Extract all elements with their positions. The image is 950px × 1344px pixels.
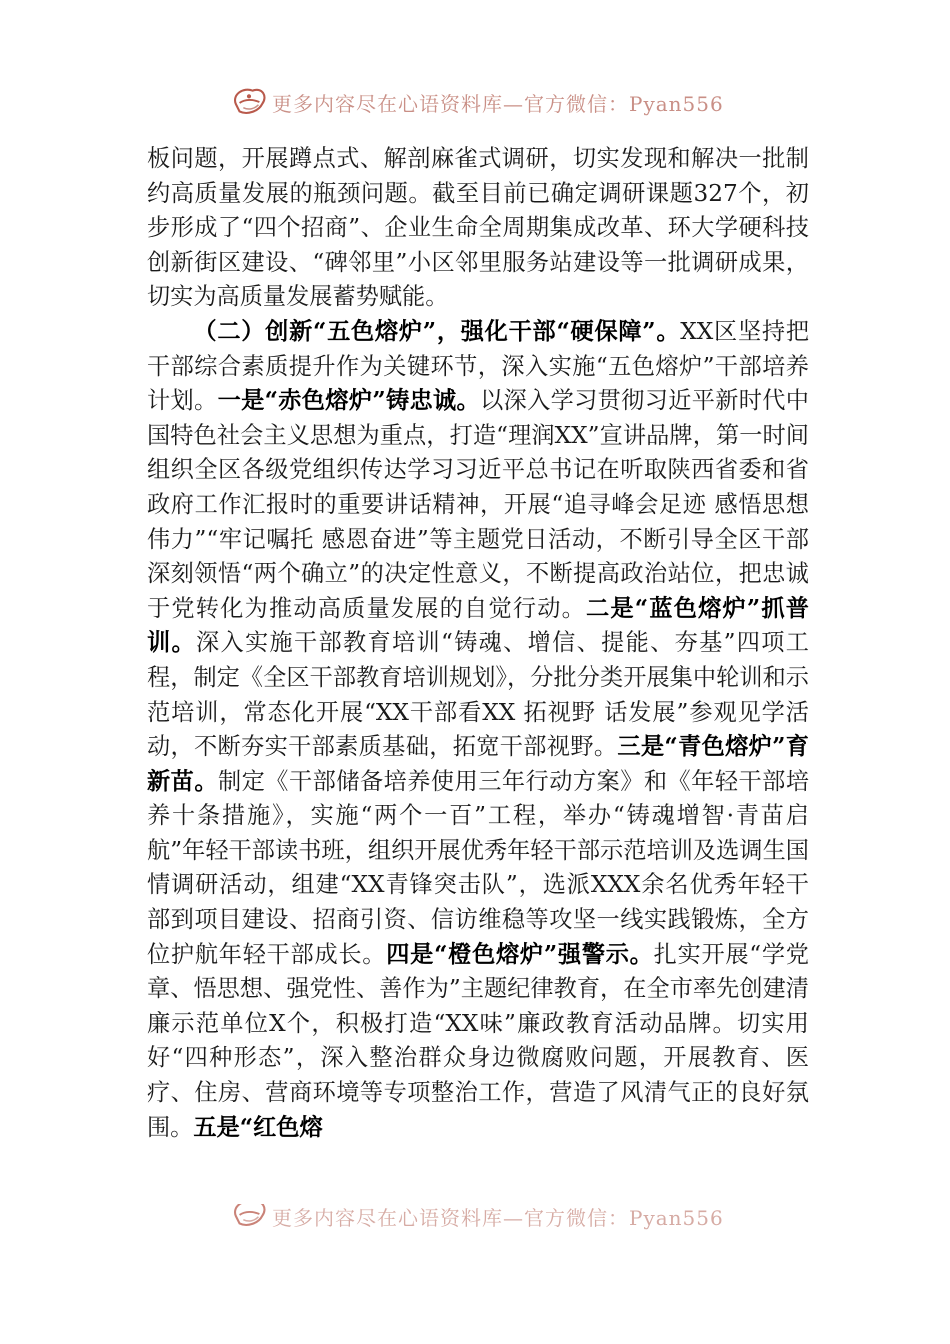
section-heading: （二）创新“五色熔炉”，强化干部“硬保障”。 xyxy=(193,317,681,345)
text-segment: 板问题，开展蹲点式、解剖麻雀式调研，切实发现和解决一批制约高质量发展的瓶颈问题。截至目前已确定调研课题327个，初步形成了“四个招商”、企业生命全周期集成改革、环大学硬科技创新街区建设、“碑邻里”小区邻里服务站建设等一批调研成果，切实为高质量发展蓄势赋能。 xyxy=(147,145,809,311)
point-heading: 五是“红色熔 xyxy=(193,1113,323,1141)
point-heading: 二是“蓝色熔炉”抓普训。 xyxy=(147,594,809,657)
lips-logo-icon xyxy=(230,1204,268,1231)
point-heading: 四是“橙色熔炉”强警示。 xyxy=(386,940,654,968)
text-segment: XX区坚持把干部综合素质提升作为关键环节，深入实施“五色熔炉”干部培养计划。 xyxy=(147,317,810,415)
watermark-footer xyxy=(230,1204,750,1240)
watermark-text: 更多内容尽在心语资料库—官方微信：Pyan556 xyxy=(272,91,724,116)
paragraph xyxy=(147,142,809,315)
text-segment: 扎实开展“学党章、悟思想、强党性、善作为”主题纪律教育，在全市率先创建清廉示范单位X个，积极打造“XX味”廉政教育活动品牌。切实用好“四种形态”，深入整治群众身边微腐败问题，开展教育、医疗、住房、营商环境等专项整治工作，营造了风清气正的良好氛围。 xyxy=(147,940,809,1141)
point-heading: 三是“青色熔炉”育新苗。 xyxy=(147,733,809,795)
body-text xyxy=(147,142,809,1145)
point-heading: 一是“赤色熔炉”铸忠诚。 xyxy=(217,387,481,415)
text-segment: 制定《干部储备培养使用三年行动方案》和《年轻干部培养十条措施》，实施“两个一百”工程，举办“铸魂增智·青苗启航”年轻干部读书班，组织开展优秀年轻干部示范培训及选调生国情调研活动，组建“XX青锋突击队”，选派XXX余名优秀年轻干部到项目建设、招商引资、信访维稳等攻坚一线实践锻炼，全方位护航年轻干部成长。 xyxy=(147,767,810,968)
paragraph xyxy=(147,315,809,1145)
text-segment: 深入实施干部教育培训“铸魂、增信、提能、夯基”四项工程，制定《全区干部教育培训规划》，分批分类开展集中轮训和示范培训，常态化开展“XX干部看XX 拓视野 话发展”参观见学活动，不断夯实干部素质基础，拓宽干部视野。 xyxy=(147,629,809,761)
watermark-text: 更多内容尽在心语资料库—官方微信：Pyan556 xyxy=(272,1205,724,1230)
text-segment: 以深入学习贯彻习近平新时代中国特色社会主义思想为重点，打造“理润XX”宣讲品牌，第一时间组织全区各级党组织传达学习习近平总书记在听取陕西省委和省政府工作汇报时的重要讲话精神，开展“追寻峰会足迹 感悟思想伟力”“牢记嘱托 感恩奋进”等主题党日活动，不断引导全区干部深刻领悟“两个确立”的决定性意义，不断提高政治站位，把忠诚于党转化为推动高质量发展的自觉行动。 xyxy=(147,387,809,622)
